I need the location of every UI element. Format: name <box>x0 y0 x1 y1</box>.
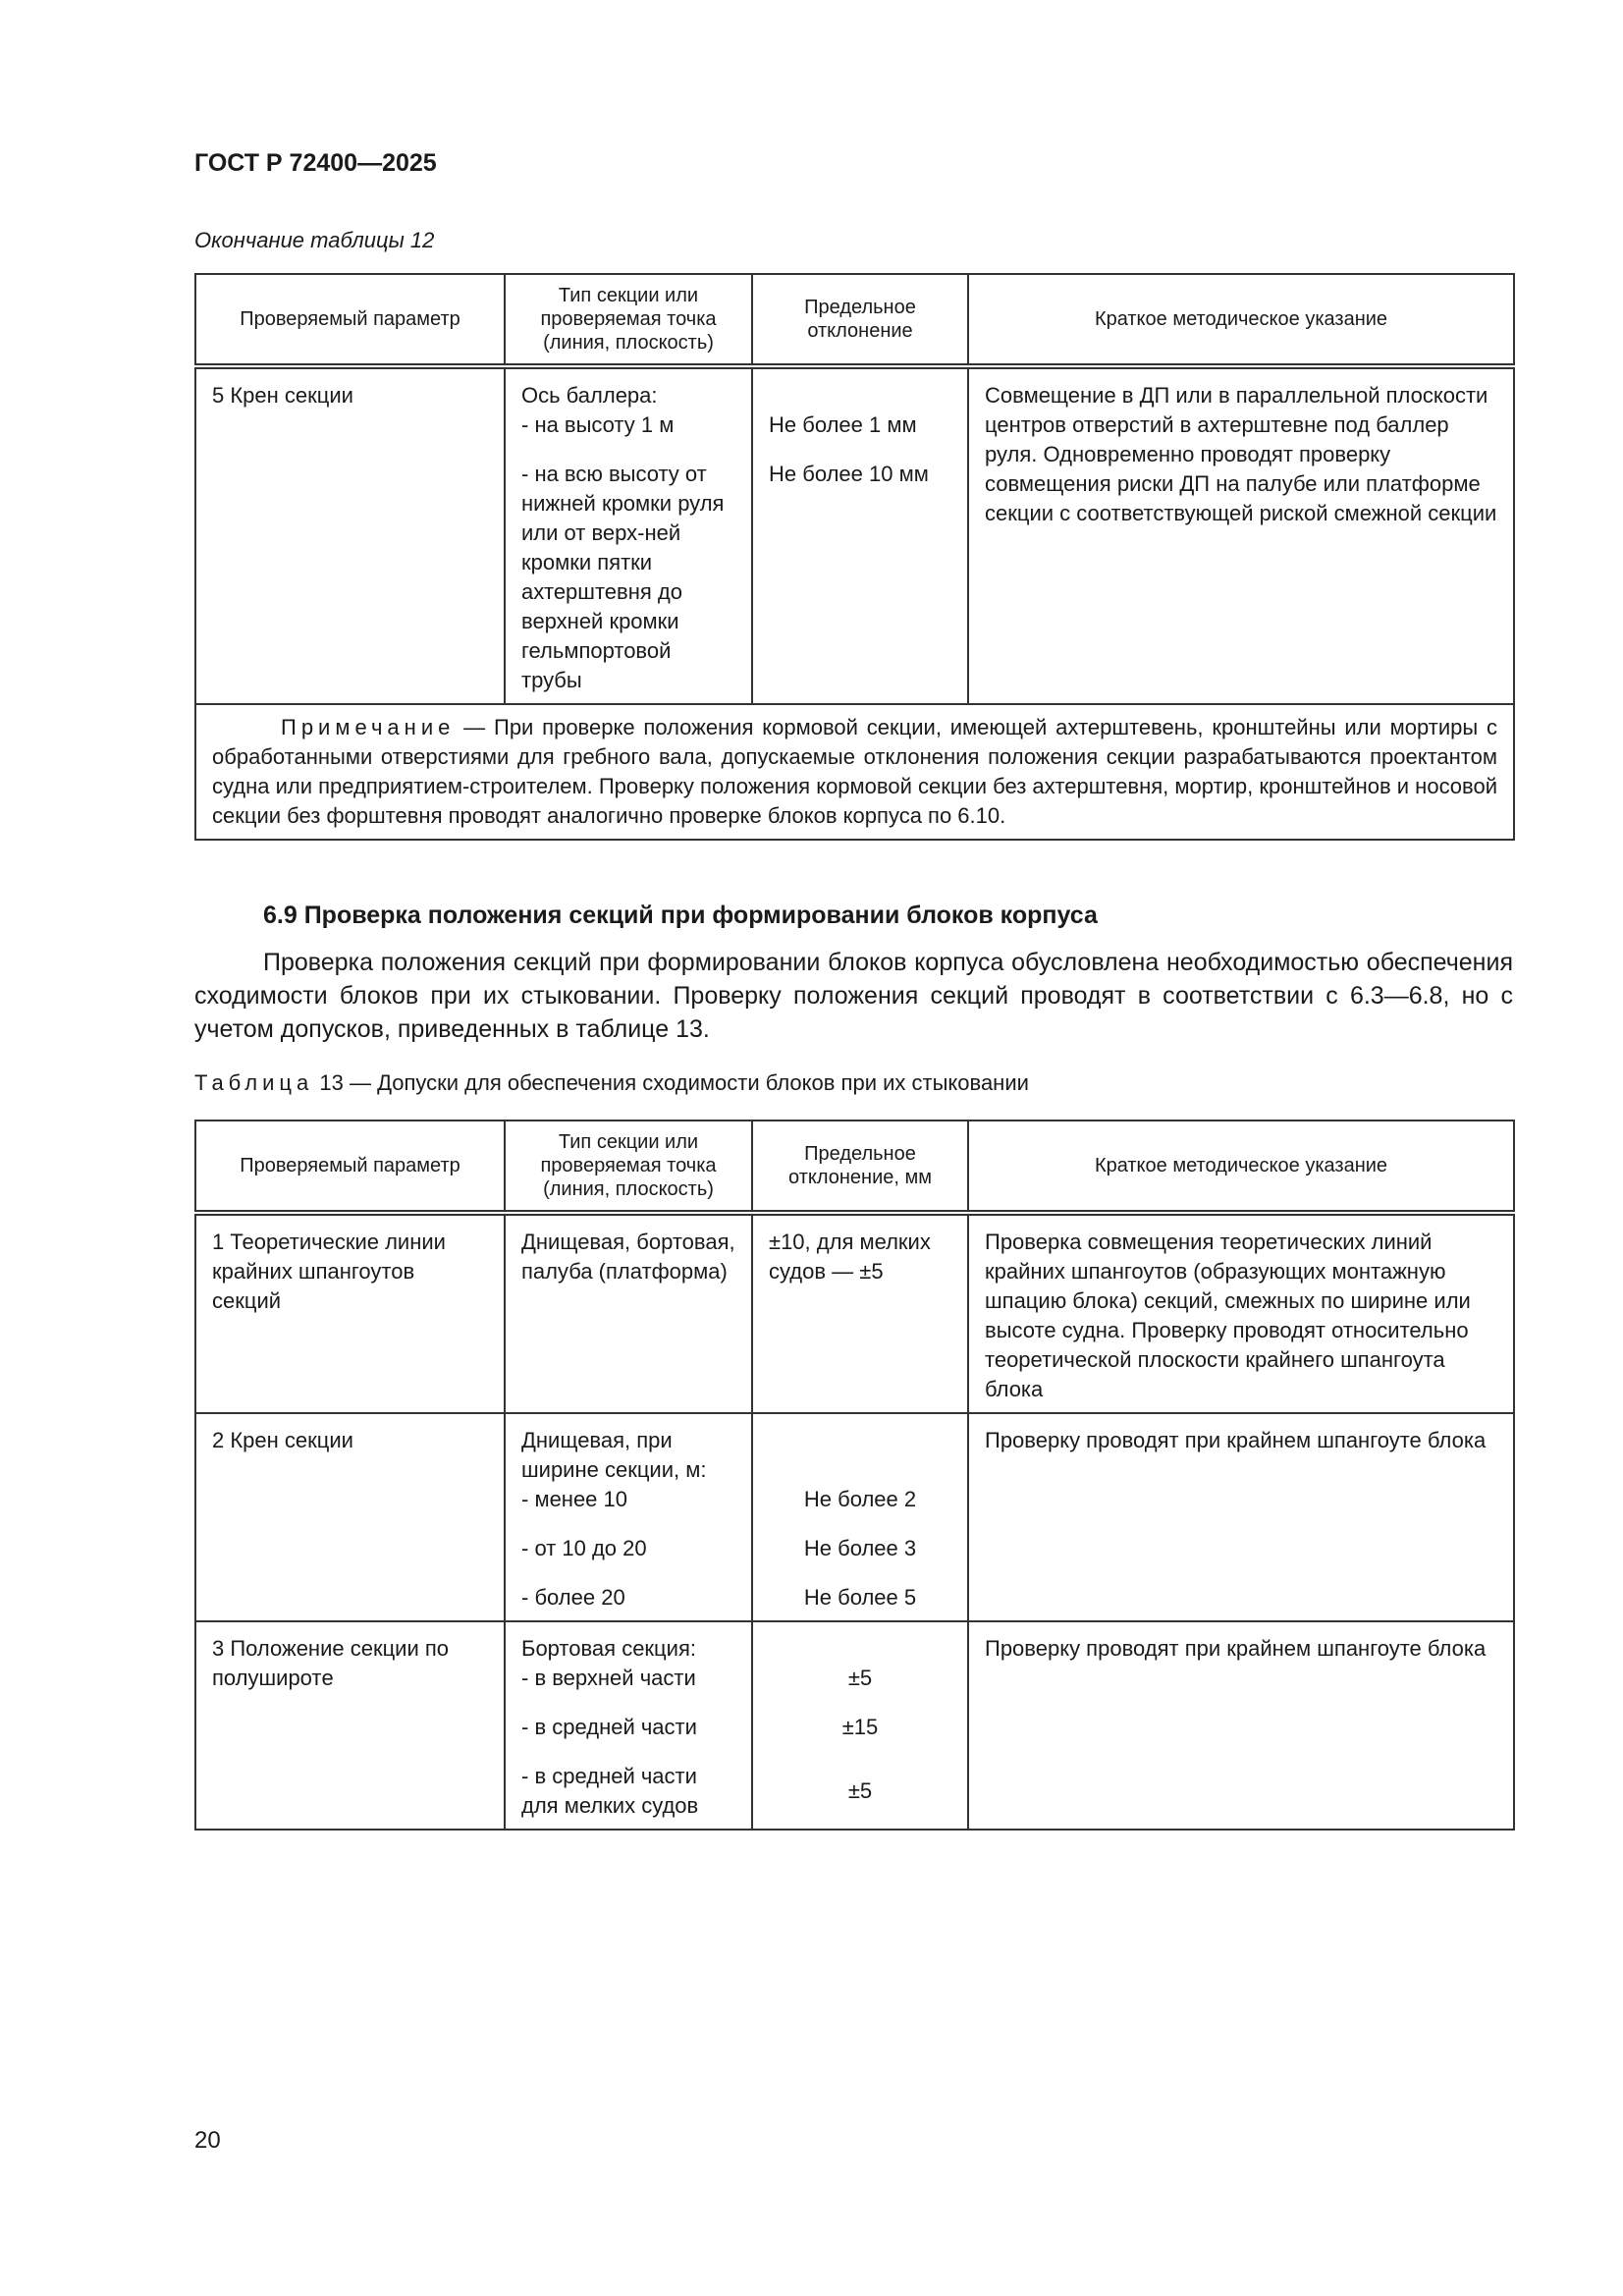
table-row <box>195 1413 1514 1621</box>
caption-text: 13 — Допуски для обеспечения сходимости блоков при их стыковании <box>313 1070 1029 1095</box>
table-13 <box>194 1120 1515 1831</box>
type-item: - от 10 до 20 <box>521 1536 647 1560</box>
header-parameter: Проверяемый параметр <box>195 1121 505 1213</box>
header-method: Краткое методическое указание <box>968 1121 1514 1213</box>
section-paragraph: Проверка положения секций при формировании блоков корпуса обусловлена необходимостью обеспечения сходимости блоков при их стыковании. Проверку положения секций проводят в соответствии с 6.3—6.8, но с учетом допусков, приведенных в таблице 13. <box>194 949 1513 1043</box>
table-13-caption <box>194 1070 1029 1096</box>
row-parameter: 2 Крен секции <box>212 1428 353 1452</box>
header-deviation: Предельное отклонение <box>752 274 968 366</box>
deviation-value: Не более 5 <box>803 1585 917 1610</box>
deviation-value: ±5 <box>847 1666 873 1690</box>
deviation-value: Не более 1 мм <box>769 412 917 437</box>
page-number: 20 <box>194 2127 221 2154</box>
type-title: Ось баллера: <box>521 383 658 408</box>
deviation-value: ±15 <box>841 1715 879 1739</box>
table-row <box>195 1621 1514 1830</box>
table-header-row <box>195 1121 1514 1213</box>
table-row <box>195 366 1514 704</box>
deviation-value: Не более 2 <box>803 1487 917 1511</box>
table-12 <box>194 273 1515 841</box>
row-deviation <box>753 1414 967 1620</box>
table-row <box>195 1213 1514 1413</box>
document-id: ГОСТ Р 72400—2025 <box>194 149 437 177</box>
row-parameter: 5 Крен секции <box>212 383 353 408</box>
header-parameter: Проверяемый параметр <box>195 274 505 366</box>
type-item: - в верхней части <box>521 1666 696 1690</box>
note-text: — При проверке положения кормовой секции, имеющей ахтерштевень, кронштейны или мортиры с обработанными отверстиями для гребного вала, допускаемые отклонения положения секции разрабатываются проектантом судна или предприятием-строителем. Проверку положения кормовой секции без ахтерштевня, мортир, кронштейнов и носовой секции без форштевня проводят аналогично проверке блоков корпуса по 6.10. <box>212 715 1498 828</box>
header-section-type: Тип секции или проверяемая точка (линия, плоскость) <box>505 274 752 366</box>
header-method: Краткое методическое указание <box>968 274 1514 366</box>
type-item: - менее 10 <box>521 1487 628 1511</box>
table-header-row <box>195 274 1514 366</box>
row-method: Проверку проводят при крайнем шпангоуте блока <box>985 1636 1487 1661</box>
type-title: Днищевая, при ширине секции, м: <box>521 1428 707 1482</box>
section-heading: 6.9 Проверка положения секций при формировании блоков корпуса <box>263 902 1098 929</box>
table-continuation-label: Окончание таблицы 12 <box>194 228 435 252</box>
type-title: Бортовая секция: <box>521 1636 696 1661</box>
row-section-type <box>506 369 751 703</box>
row-parameter: 3 Положение секции по полуширотe <box>212 1636 450 1690</box>
deviation-value: Не более 3 <box>803 1536 917 1560</box>
note-label: Примечание <box>281 715 456 739</box>
deviation-value: Не более 10 мм <box>769 462 929 486</box>
row-method: Проверка совмещения теоретических линий крайних шпангоутов (образующих монтажную шпацию блока) секций, смежных по ширине или высоте судна. Проверку проводят относительно теоретической плоскости крайнего шпангоута блока <box>985 1230 1471 1401</box>
row-section-type: Днищевая, бортовая, палуба (платформа) <box>521 1230 735 1284</box>
row-method: Проверку проводят при крайнем шпангоуте блока <box>985 1428 1487 1452</box>
header-section-type: Тип секции или проверяемая точка (линия, плоскость) <box>505 1121 752 1213</box>
table-note <box>196 705 1513 839</box>
type-item: - на высоту 1 м <box>521 412 675 437</box>
type-item: - в средней части для мелких судов <box>521 1764 699 1818</box>
row-deviation: ±10, для мелких судов — ±5 <box>769 1230 931 1284</box>
table-note-row <box>195 704 1514 840</box>
row-deviation <box>753 1622 967 1814</box>
type-item: - более 20 <box>521 1585 625 1610</box>
row-parameter: 1 Теоретические линии крайних шпангоутов секций <box>212 1230 446 1313</box>
header-deviation: Предельное отклонение, мм <box>752 1121 968 1213</box>
caption-label: Таблица <box>194 1070 314 1095</box>
type-item: - на всю высоту от нижней кромки руля или от верх-ней кромки пятки ахтерштевня до верхней кромки гельмпортовой трубы <box>521 462 725 692</box>
row-method: Совмещение в ДП или в параллельной плоскости центров отверстий в ахтерштевне под баллер руля. Одновременно проводят проверку совмещения риски ДП на палубе или платформе секции с соответствующей риской смежной секции <box>985 383 1497 525</box>
type-item: - в средней части <box>521 1715 697 1739</box>
row-deviation <box>753 369 967 497</box>
row-section-type <box>506 1414 751 1620</box>
row-section-type <box>506 1622 751 1829</box>
deviation-value: ±5 <box>847 1778 873 1803</box>
